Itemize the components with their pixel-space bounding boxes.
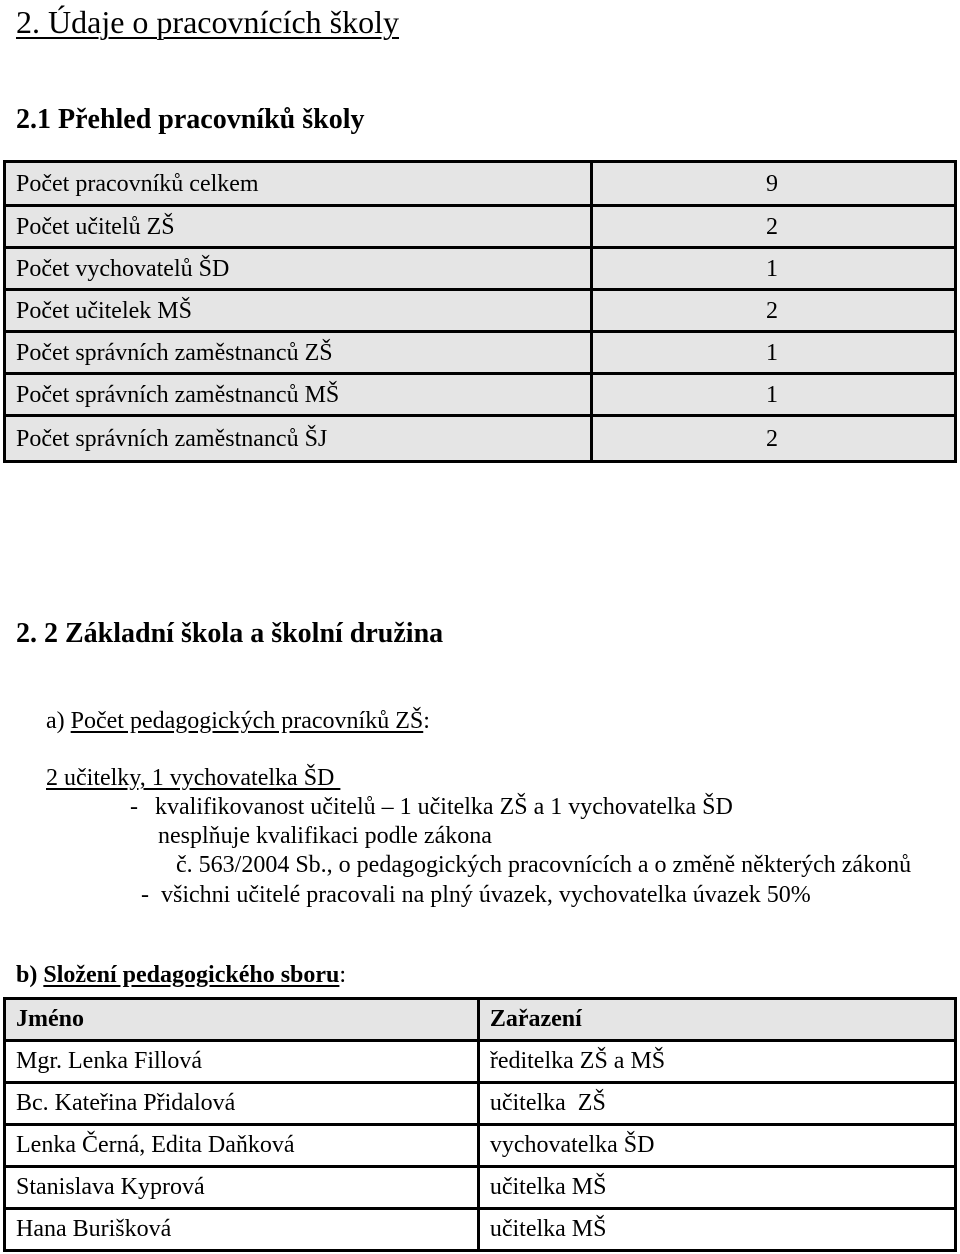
staff-role: učitelka ZŠ xyxy=(478,1083,955,1125)
subsection-b-colon: : xyxy=(339,962,347,988)
row-value: 2 xyxy=(592,290,956,332)
staff-role: vychovatelka ŠD xyxy=(478,1125,955,1167)
staff-name: Mgr. Lenka Fillová xyxy=(5,1041,479,1083)
staff-summary-line: 2 učitelky, 1 vychovatelka ŠD xyxy=(46,765,341,791)
subsection-a-prefix: a) xyxy=(46,708,71,734)
staff-role: učitelka MŠ xyxy=(478,1167,955,1209)
row-value: 1 xyxy=(592,374,956,416)
bullet-1-dash: - xyxy=(130,794,138,820)
row-label: Počet pracovníků celkem xyxy=(5,162,592,206)
row-label: Počet správních zaměstnanců ZŠ xyxy=(5,332,592,374)
row-label: Počet správních zaměstnanců ŠJ xyxy=(5,416,592,462)
row-label: Počet učitelek MŠ xyxy=(5,290,592,332)
table-row xyxy=(5,1125,956,1167)
table-row xyxy=(5,1041,956,1083)
row-value: 2 xyxy=(592,206,956,248)
staff-name: Lenka Černá, Edita Daňková xyxy=(5,1125,479,1167)
staff-name: Stanislava Kyprová xyxy=(5,1167,479,1209)
table-row xyxy=(5,332,956,374)
row-value: 1 xyxy=(592,332,956,374)
staff-composition-table xyxy=(3,997,957,1252)
table-row xyxy=(5,290,956,332)
staff-role: učitelka MŠ xyxy=(478,1209,955,1251)
subsection-b-prefix: b) xyxy=(16,962,44,988)
bullet-1-line-1: kvalifikovanost učitelů – 1 učitelka ZŠ a 1 vychovatelka ŠD xyxy=(155,794,733,820)
table-row xyxy=(5,1167,956,1209)
subsection-a-heading xyxy=(46,708,430,735)
row-label: Počet učitelů ZŠ xyxy=(5,206,592,248)
page-title: 2. Údaje o pracovnících školy xyxy=(16,4,399,40)
row-value: 2 xyxy=(592,416,956,462)
law-reference: č. 563/2004 Sb. xyxy=(176,852,327,878)
subsection-b-heading xyxy=(16,962,346,989)
staff-name: Bc. Kateřina Přidalová xyxy=(5,1083,479,1125)
table-row xyxy=(5,248,956,290)
bullet-1-line-3 xyxy=(176,852,911,879)
bullet-2-text: všichni učitelé pracovali na plný úvazek, vychovatelka úvazek 50% xyxy=(161,882,811,908)
table-header-row xyxy=(5,999,956,1041)
column-header-name: Jméno xyxy=(5,999,479,1041)
table-row xyxy=(5,206,956,248)
table-row xyxy=(5,1083,956,1125)
table-row xyxy=(5,374,956,416)
table-row xyxy=(5,416,956,462)
section-2-1-title: 2.1 Přehled pracovníků školy xyxy=(16,104,365,135)
row-value: 9 xyxy=(592,162,956,206)
staff-overview-table xyxy=(3,160,957,463)
table-row xyxy=(5,1209,956,1251)
law-description: , o pedagogických pracovnících a o změně některých zákonů xyxy=(326,852,912,878)
subsection-a-label: Počet pedagogických pracovníků ZŠ xyxy=(70,708,424,734)
row-label: Počet správních zaměstnanců MŠ xyxy=(5,374,592,416)
staff-role: ředitelka ZŠ a MŠ xyxy=(478,1041,955,1083)
subsection-a-colon: : xyxy=(423,708,430,734)
bullet-2-dash: - xyxy=(141,882,149,908)
row-label: Počet vychovatelů ŠD xyxy=(5,248,592,290)
row-value: 1 xyxy=(592,248,956,290)
bullet-1-line-2: nesplňuje kvalifikaci podle zákona xyxy=(158,823,492,849)
section-2-2-title: 2. 2 Základní škola a školní družina xyxy=(16,618,444,649)
table-row xyxy=(5,162,956,206)
column-header-role: Zařazení xyxy=(478,999,955,1041)
subsection-b-label: Složení pedagogického sboru xyxy=(43,962,340,988)
staff-name: Hana Burišková xyxy=(5,1209,479,1251)
